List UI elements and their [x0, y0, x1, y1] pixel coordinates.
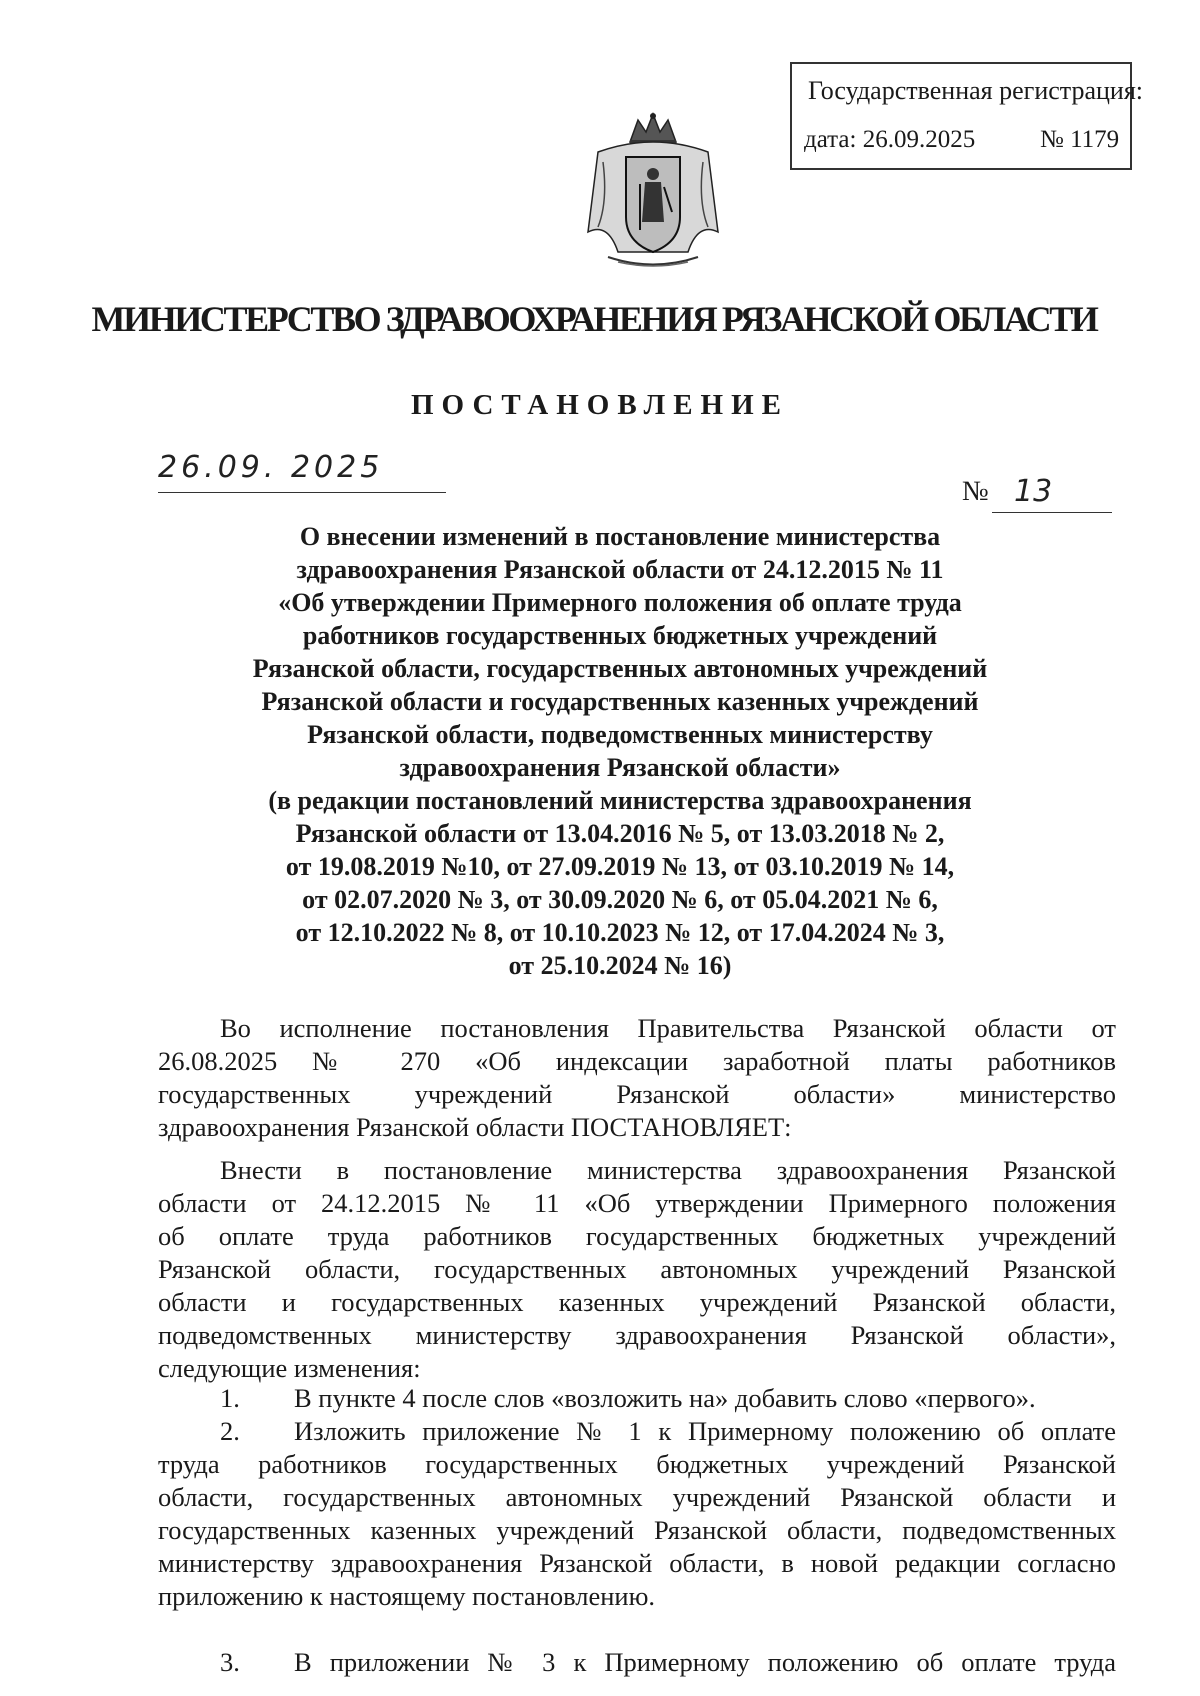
paragraph-line: государственных учреждений Рязанской области» министерство [158, 1079, 1116, 1109]
title-line: от 02.07.2020 № 3, от 30.09.2020 № 6, от 05.04.2021 № 6, [302, 885, 938, 914]
title-line: Рязанской области от 13.04.2016 № 5, от 13.03.2018 № 2, [295, 819, 945, 848]
list-item-number: 3. [220, 1647, 240, 1677]
list-item-number: 1. [220, 1383, 240, 1413]
date-underline [158, 492, 446, 493]
document-title [200, 520, 1040, 982]
handwritten-date: 26.09. 2025 [158, 450, 384, 485]
paragraph-line: об оплате труда работников государственных бюджетных учреждений [158, 1221, 1116, 1251]
title-line: здравоохранения Рязанской области от 24.12.2015 № 11 [296, 555, 944, 584]
ministry-name: МИНИСТЕРСТВО ЗДРАВООХРАНЕНИЯ РЯЗАНСКОЙ ОБЛАСТИ [91, 299, 1097, 339]
paragraph-line: труда работников государственных бюджетных учреждений Рязанской [158, 1449, 1116, 1479]
paragraph-line: области, государственных автономных учреждений Рязанской области и [158, 1482, 1116, 1512]
paragraph-line: 26.08.2025 № 270 «Об индексации заработной платы работников [158, 1046, 1116, 1076]
list-item-text: Изложить приложение № 1 к Примерному положению об оплате [294, 1416, 1116, 1446]
title-line: О внесении изменений в постановление министерства [299, 522, 941, 551]
registration-date: дата: 26.09.2025 [804, 126, 976, 153]
registration-title: Государственная регистрация: [808, 76, 1144, 105]
paragraph-line: Внести в постановление министерства здравоохранения Рязанской [220, 1155, 1116, 1185]
paragraph-line: министерству здравоохранения Рязанской области, в новой редакции согласно [158, 1548, 1116, 1578]
registration-number: № 1179 [1040, 126, 1120, 153]
title-line: Рязанской области и государственных казенных учреждений [261, 687, 979, 716]
paragraph-line: области и государственных казенных учреждений Рязанской области, [158, 1287, 1116, 1317]
title-line: (в редакции постановлений министерства здравоохранения [268, 786, 972, 815]
title-line: от 19.08.2019 №10, от 27.09.2019 № 13, от 03.10.2019 № 14, [285, 852, 955, 881]
paragraph-line: Рязанской области, государственных автономных учреждений Рязанской [158, 1254, 1116, 1284]
ryazan-coat-of-arms-icon [578, 112, 728, 272]
title-line: здравоохранения Рязанской области» [399, 753, 841, 782]
list-item-number: 2. [220, 1416, 240, 1446]
preamble-paragraph [158, 1012, 1116, 1144]
title-line: «Об утверждении Примерного положения об оплате труда [278, 588, 962, 617]
paragraph-line: приложению к настоящему постановлению. [158, 1581, 656, 1611]
main-paragraph [158, 1154, 1116, 1385]
paragraph-line: подведомственных министерству здравоохранения Рязанской области», [158, 1320, 1116, 1350]
list-item-text: В пункте 4 после слов «возложить на» добавить слово «первого». [294, 1383, 1036, 1413]
paragraph-line: Во исполнение постановления Правительства Рязанской области от [220, 1013, 1116, 1043]
number-sign: № [962, 476, 989, 507]
title-line: Рязанской области, государственных автономных учреждений [252, 654, 988, 683]
paragraph-line: государственных казенных учреждений Рязанской области, подведомственных [158, 1515, 1116, 1545]
paragraph-line: следующие изменения: [158, 1353, 421, 1383]
title-line: работников государственных бюджетных учреждений [302, 621, 938, 650]
paragraph-line: здравоохранения Рязанской области ПОСТАНОВЛЯЕТ: [158, 1112, 792, 1142]
title-line: Рязанской области, подведомственных министерству [307, 720, 933, 749]
list-item-text: В приложении № 3 к Примерному положению об оплате труда [294, 1647, 1116, 1677]
title-line: от 25.10.2024 № 16) [508, 951, 732, 980]
registration-stamp [790, 62, 1144, 170]
number-underline [992, 512, 1112, 513]
list-item-continuation [158, 1448, 1116, 1613]
title-line: от 12.10.2022 № 8, от 10.10.2023 № 12, от 17.04.2024 № 3, [295, 918, 945, 947]
handwritten-number: 13 [1014, 474, 1053, 509]
document-type: ПОСТАНОВЛЕНИЕ [410, 389, 789, 421]
paragraph-line: области от 24.12.2015 № 11 «Об утверждении Примерного положения [158, 1188, 1116, 1218]
